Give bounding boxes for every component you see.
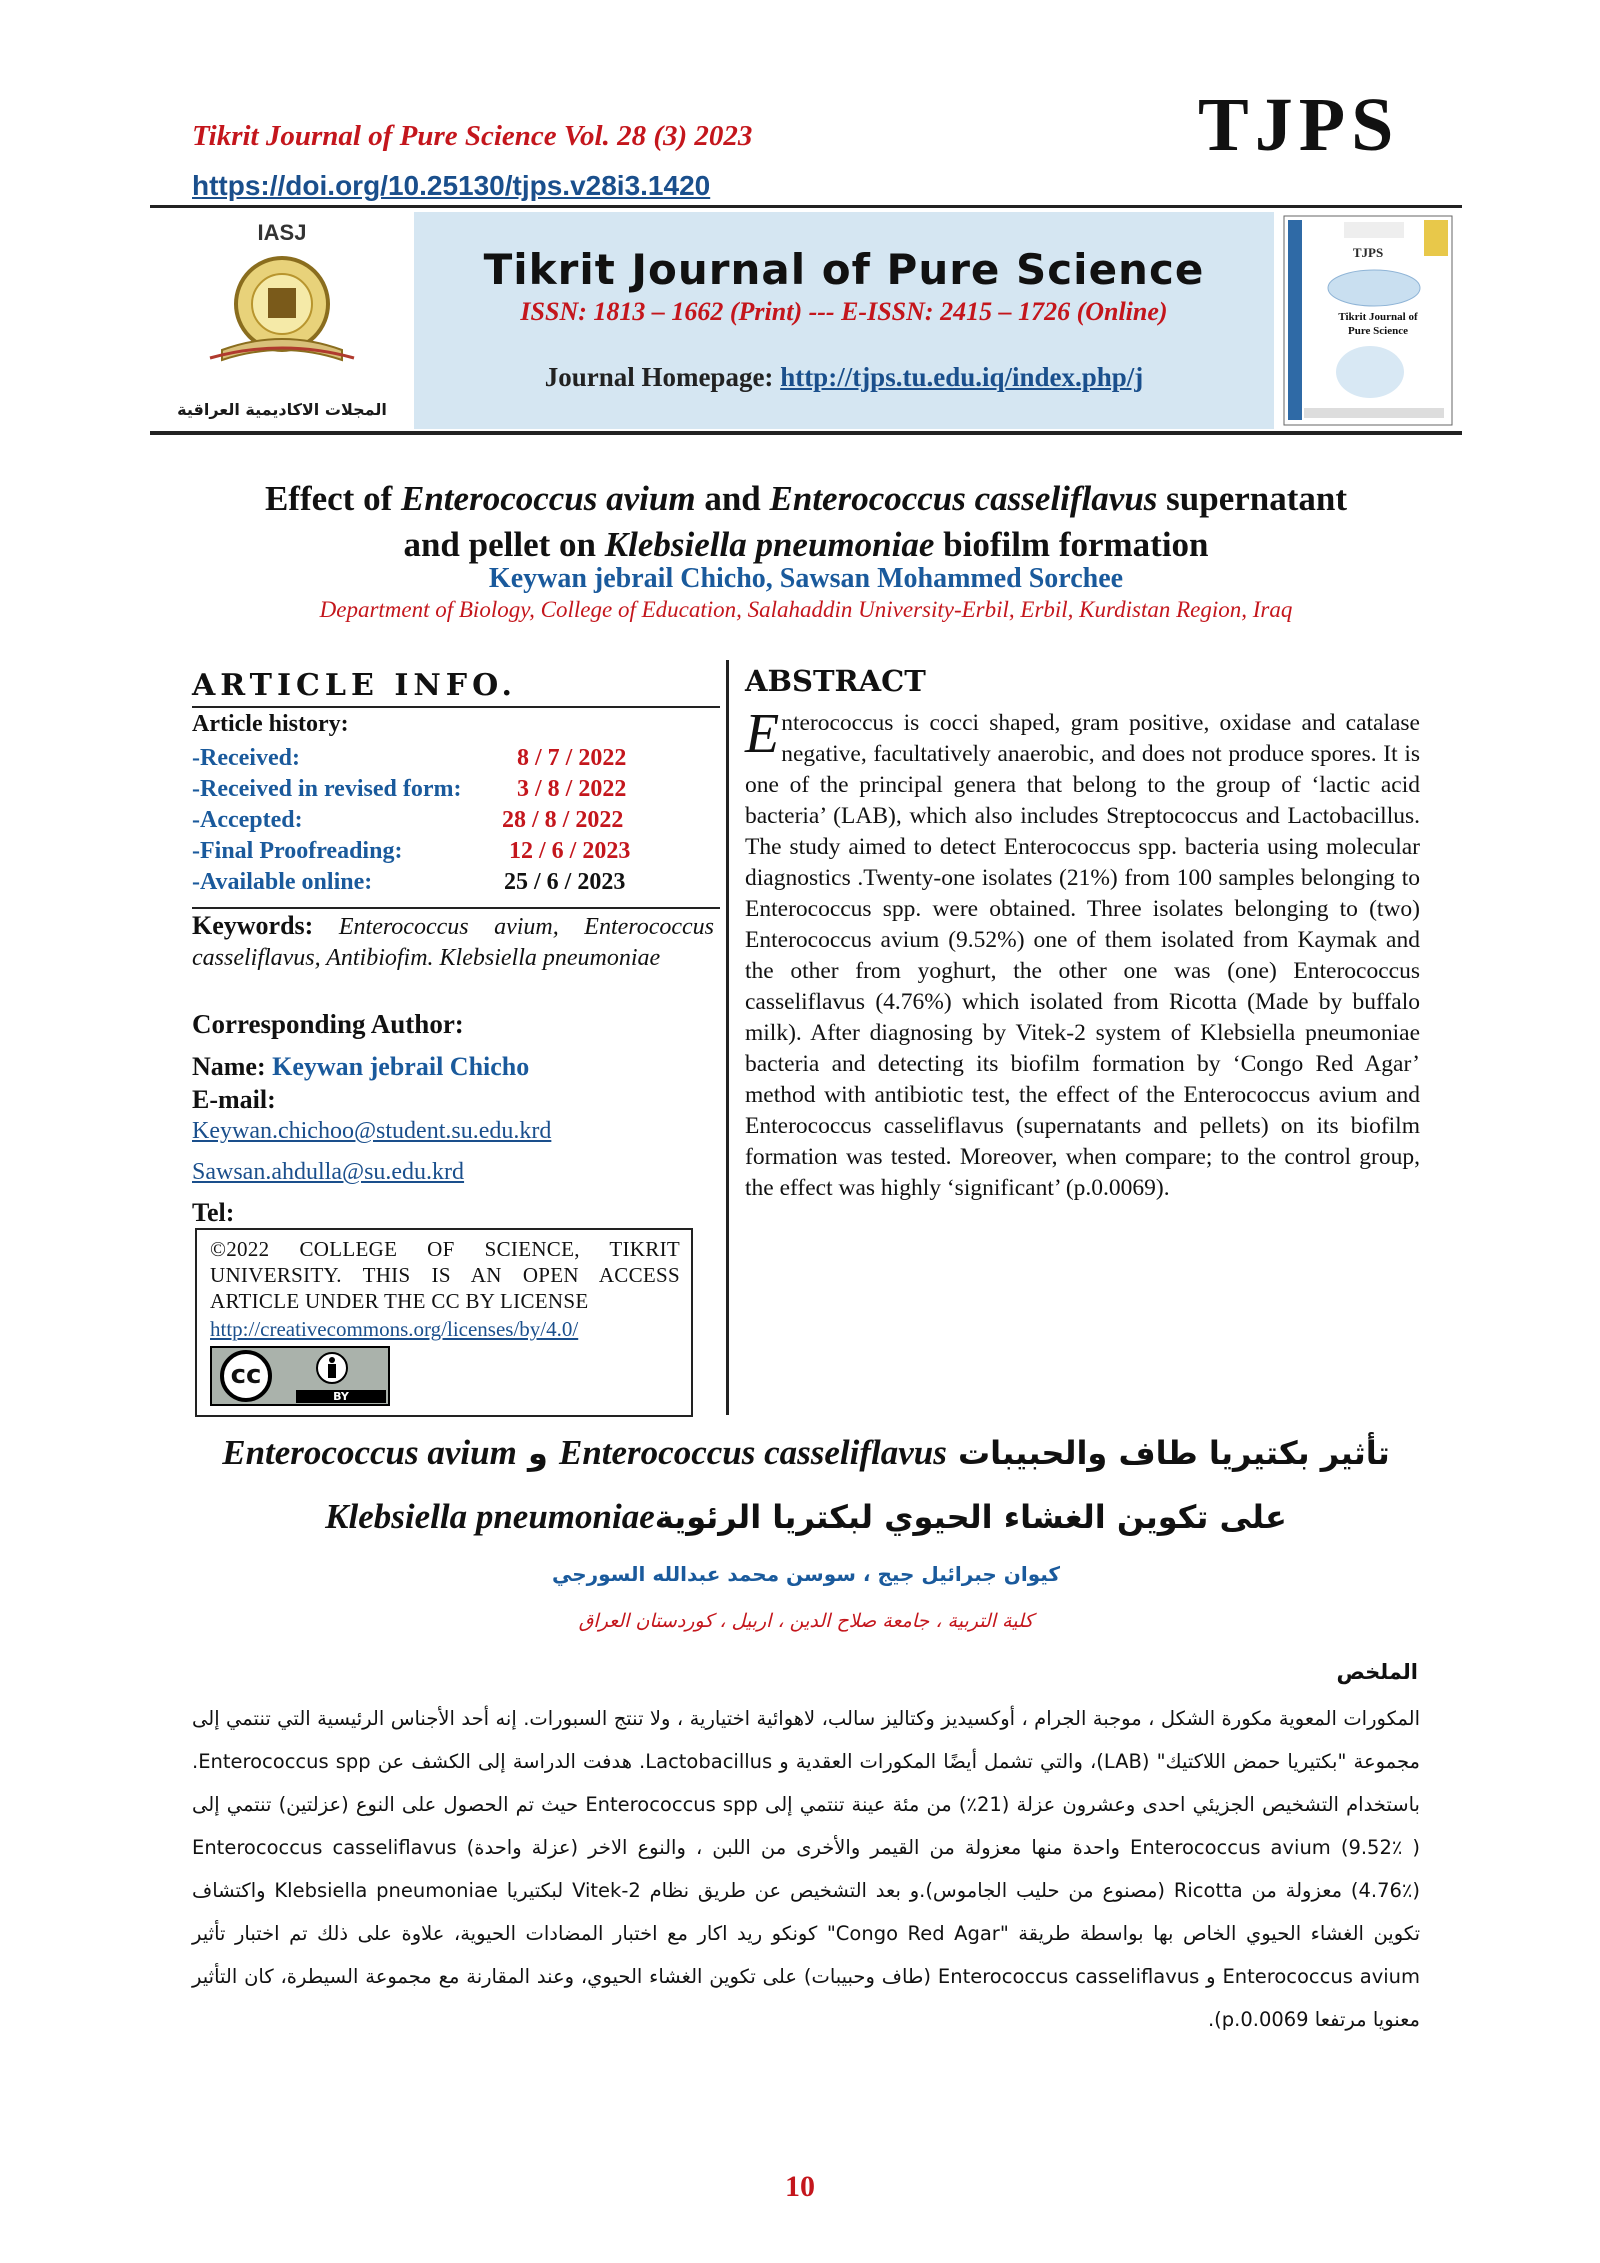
journal-issn: ISSN: 1813 – 1662 (Print) --- E-ISSN: 2415 – 1726 (Online) — [520, 297, 1168, 326]
history-row — [192, 869, 652, 900]
history-label-item: -Received: — [192, 745, 300, 771]
history-date: 25 / 6 / 2023 — [504, 869, 626, 895]
column-divider — [726, 660, 729, 1415]
history-date: 3 / 8 / 2022 — [517, 776, 627, 802]
history-date: 28 / 8 / 2022 — [502, 807, 624, 833]
title-species: Klebsiella pneumoniae — [604, 525, 935, 564]
email-label: E-mail: — [192, 1085, 276, 1114]
abstract-body — [745, 703, 1420, 1204]
history-row — [192, 807, 652, 838]
journal-title: Tikrit Journal of Pure Science — [483, 245, 1205, 294]
email-link-1[interactable]: Keywan.chichoo@student.su.edu.krd — [192, 1118, 552, 1144]
cc-label: cc — [230, 1360, 262, 1390]
cover-subtitle: Tikrit Journal of Pure Science — [1338, 311, 1418, 337]
article-info-heading: ARTICLE INFO. — [192, 668, 517, 703]
keywords-text: Enterococcus avium, Enterococcus casseliflavus, Antibiofim. Klebsiella pneumoniae — [192, 914, 715, 971]
title-part: supernatant — [1157, 479, 1348, 518]
abstract-text: nterococcus is cocci shaped, gram positive, oxidase and catalase negative, facultatively anaerobic, and does not produce spores. It is one of the principal genera that belong to the group of ‘lactic acid bacteria’ (LAB), which also includes Streptococcus and Lactobacillus. The study aimed to detect Enterococcus spp. bacteria using molecular diagnostics .Twenty-one isolates (21%) from 100 samples belonging to Enterococcus spp. were obtained. Three isolates belonging to (two) Enterococcus avium (9.52%) one of them isolated from Kaymak and the other from yoghurt, the other one was (one) Enterococcus casseliflavus (4.76%) which isolated from Ricotta (Made by buffalo milk). After diagnosing by Vitek-2 system of Klebsiella pneumoniae bacteria and detecting its biofilm formation by ‘Congo Red Agar’ method with antibiotic test, the effect of the Enterococcus avium and Enterococcus casseliflavus (supernatants and pellets) on its biofilm formation was tested. Moreover, when compare; to the control group, the effect was highly ‘significant’ (p.0.0069). — [745, 710, 1420, 1201]
cc-by-badge[interactable] — [210, 1346, 390, 1406]
history-label-item: -Received in revised form: — [192, 776, 462, 802]
iasj-logo-text: IASJ — [257, 220, 307, 245]
journal-homepage — [414, 362, 1274, 393]
arabic-title-species: Enterococcus avium — [222, 1433, 517, 1472]
doi-link[interactable]: https://doi.org/10.25130/tjps.v28i3.1420 — [192, 170, 711, 201]
author-name-line — [192, 1052, 529, 1082]
homepage-link[interactable]: http://tjps.tu.edu.iq/index.php/j — [780, 362, 1144, 392]
title-part: and pellet on — [403, 525, 605, 564]
name-label: Name: — [192, 1052, 273, 1081]
history-rule — [192, 907, 720, 909]
history-date: 12 / 6 / 2023 — [509, 838, 631, 864]
header-rule-bottom — [150, 431, 1462, 435]
history-row — [192, 745, 652, 776]
homepage-label: Journal Homepage: — [544, 362, 781, 392]
header-rule-top — [150, 205, 1462, 208]
history-label-item: -Final Proofreading: — [192, 838, 403, 864]
title-part: biofilm formation — [934, 525, 1209, 564]
history-label-item: -Accepted: — [192, 807, 303, 833]
history-label-item: -Available online: — [192, 869, 373, 895]
abstract-heading: ABSTRACT — [745, 664, 926, 698]
arabic-abstract-heading: الملخص — [1336, 1660, 1418, 1684]
keywords-label: Keywords: — [192, 911, 314, 940]
corresponding-author-label: Corresponding Author: — [192, 1009, 464, 1039]
history-label: Article history: — [192, 711, 349, 737]
email-link-2[interactable]: Sawsan.ahdulla@su.edu.krd — [192, 1159, 465, 1185]
by-label: BY — [333, 1390, 349, 1403]
arabic-abstract-body: المكورات المعوية مكورة الشكل ، موجبة الجرام ، أوكسيديز وكتاليز سالب، لاهوائية اختيارية ، ولا تنتج السبورات. إنه أحد الأجناس الرئيسية التي تنتمي إلى مجموعة "بكتيريا حمض اللاكتيك" (LAB)، والتي تشمل أيضًا المكورات العقدية و Lactobacillus. هدفت الدراسة إلى الكشف عن Enterococcus spp. باستخدام التشخيص الجزيئي احدى وعشرون عزلة (21٪) من مئة عينة تنتمي إلى Enterococcus spp حيث تم الحصول على النوع (عزلتين) تنتمي إلى Enterococcus avium (9.52٪ ) واحدة منها معزولة من القيمر والأخرى من اللبن ، والنوع الاخر (عزلة واحدة) Enterococcus casseliflavus (4.76٪) معزولة من Ricotta (مصنوع من حليب الجاموس).و بعد التشخيص عن طريق نظام Vitek-2 لبكتيريا Klebsiella pneumoniae واكتشاف تكوين الغشاء الحيوي الخاص بها بواسطة طريقة "Congo Red Agar" كونكو ريد اكار مع اختبار المضادات الحيوية، علاوة على ذلك تم اختبار تأثير Enterococcus avium و Enterococcus casseliflavus (طاف وحبيبات) على تكوين الغشاء الحيوي، وعند المقارنة مع مجموعة السيطرة، كان التأثير معنويا مرتفعا p.0.0069). — [192, 1707, 1421, 2031]
arabic-affiliation: كلية التربية ، جامعة صلاح الدين ، اربيل ، كوردستان العراق — [578, 1610, 1034, 1632]
title-species: Enterococcus casseliflavus — [769, 479, 1158, 518]
title-species: Enterococcus avium — [401, 479, 696, 518]
history-date: 8 / 7 / 2022 — [517, 745, 627, 771]
paper-affiliation: Department of Biology, College of Education, Salahaddin University-Erbil, Erbil, Kurdistan Region, Iraq — [319, 597, 1293, 622]
tel-label: Tel: — [192, 1198, 235, 1227]
iasj-logo — [150, 212, 414, 429]
page-number: 10 — [785, 2170, 815, 2203]
license-link[interactable]: http://creativecommons.org/licenses/by/4.0/ — [210, 1317, 579, 1341]
arabic-title-text: تأثير بكتيريا طاف والحبيبات — [946, 1434, 1390, 1472]
iasj-logo-caption: المجلات الاكاديمية العراقية — [177, 400, 387, 419]
history-row — [192, 838, 652, 869]
arabic-title-text: على تكوين الغشاء الحيوي لبكتريا الرئوية — [654, 1498, 1287, 1536]
keywords — [192, 910, 714, 974]
cover-title: TJPS — [1352, 245, 1384, 260]
paper-authors: Keywan jebrail Chicho, Sawsan Mohammed Sorchee — [488, 563, 1124, 594]
title-part: and — [695, 479, 770, 518]
arabic-title-line1 — [150, 1433, 1462, 1473]
article-info-rule — [192, 706, 720, 708]
license-text: ©2022 COLLEGE OF SCIENCE, TIKRIT UNIVERSITY. THIS IS AN OPEN ACCESS ARTICLE UNDER THE CC BY LICENSE — [210, 1237, 680, 1313]
author-name: Keywan jebrail Chicho — [272, 1052, 530, 1081]
arabic-title-species: Klebsiella pneumoniae — [325, 1497, 655, 1536]
iasj-emblem-icon — [150, 242, 414, 402]
journal-cover-thumbnail — [1274, 212, 1462, 429]
history-row — [192, 776, 652, 807]
history-list — [192, 745, 652, 900]
abstract-dropcap: E — [745, 703, 780, 765]
title-part: Effect of — [264, 479, 401, 518]
arabic-authors: كيوان جبرائيل جيج ، سوسن محمد عبدالله السورجي — [551, 1562, 1061, 1586]
arabic-title-species: Enterococcus casseliflavus — [558, 1433, 947, 1472]
journal-issue-line: Tikrit Journal of Pure Science Vol. 28 (3) 2023 — [192, 120, 753, 152]
journal-acronym: TJPS — [1198, 83, 1400, 167]
paper-title — [150, 476, 1462, 568]
arabic-title-text: و — [516, 1434, 559, 1472]
arabic-title-line2 — [150, 1497, 1462, 1537]
